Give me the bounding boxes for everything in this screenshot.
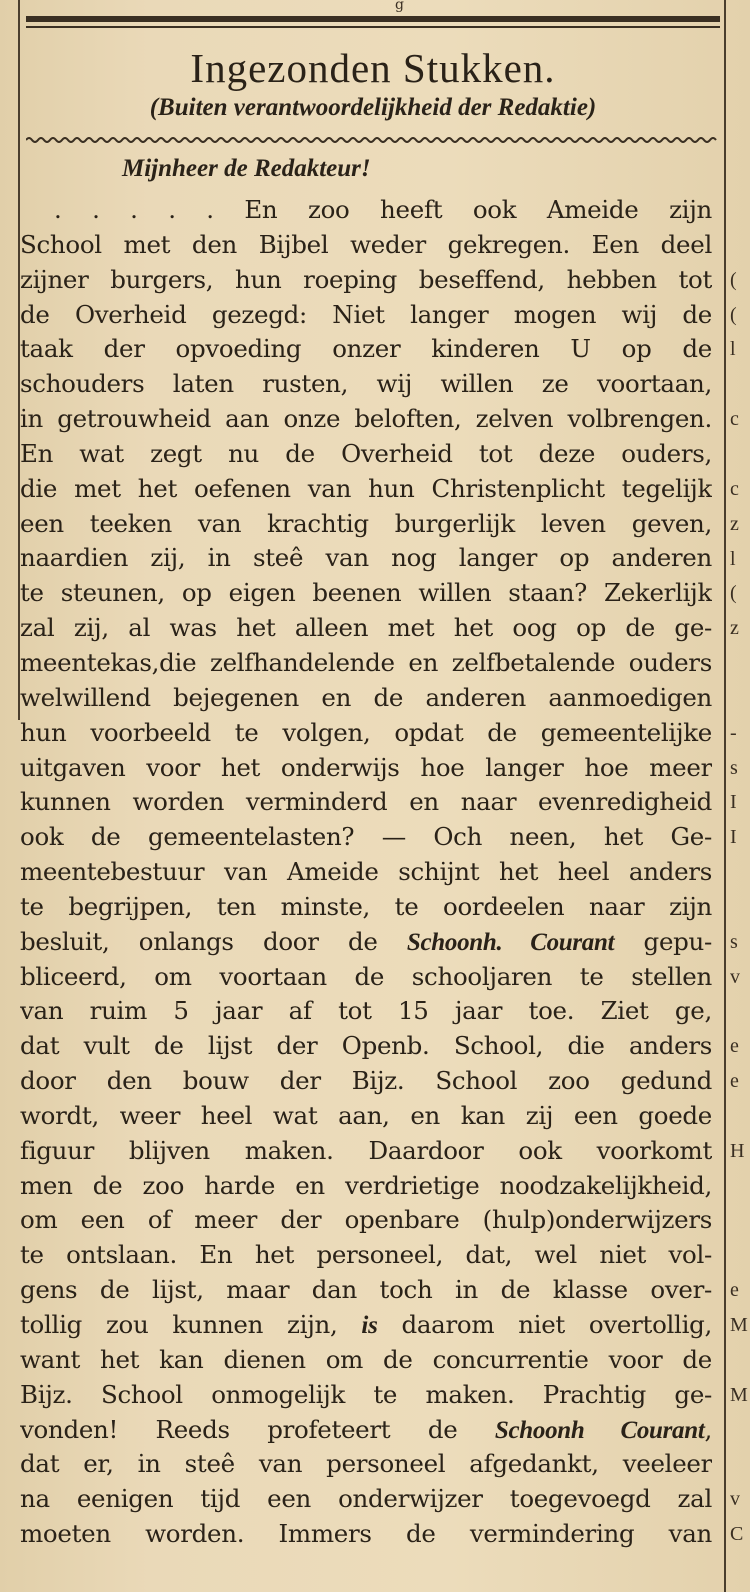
margin-fragment: z <box>730 512 739 535</box>
article-line: besluit, onlangs door de Schoonh. Courant gepu- <box>20 926 712 956</box>
article-line: want het kan dienen om de concurrentie voor de <box>20 1344 712 1374</box>
article-line: School met den Bijbel weder gekregen. Een deel <box>20 229 712 259</box>
margin-fragment: I <box>730 791 737 814</box>
article-line: door den bouw der Bijz. School zoo gedund <box>20 1066 712 1096</box>
salutation: Mijnheer de Redakteur! <box>122 155 371 182</box>
article-line: vonden! Reeds profeteert de Schoonh Courant, <box>20 1414 712 1444</box>
article-line: welwillend bejegenen en de anderen aanmoedigen <box>20 682 712 712</box>
article-line: gens de lijst, maar dan toch in de klasse over- <box>20 1275 712 1305</box>
article-line: hun voorbeeld te volgen, opdat de gemeentelijke <box>20 717 712 747</box>
article-line: te ontslaan. En het personeel, dat, wel niet vol- <box>20 1240 712 1270</box>
margin-fragment: v <box>730 965 740 988</box>
article-line: meentebestuur van Ameide schijnt het heel anders <box>20 857 712 887</box>
margin-fragment: M <box>730 1314 748 1337</box>
article-line: de Overheid gezegd: Niet langer mogen wij de <box>20 299 712 329</box>
margin-fragment: c <box>730 477 739 500</box>
top-thick-rule <box>26 16 720 22</box>
article-line: schouders laten rusten, wij willen ze voortaan, <box>20 369 712 399</box>
article-line: in getrouwheid aan onze beloften, zelven volbrengen. <box>20 404 712 434</box>
margin-fragment: ( <box>730 582 737 605</box>
margin-fragment: M <box>730 1383 748 1406</box>
article-line: figuur blijven maken. Daardoor ook voorkomt <box>20 1135 712 1165</box>
margin-fragment: C <box>730 1523 744 1546</box>
section-title: Ingezonden Stukken. <box>190 45 556 91</box>
top-thin-rule <box>26 26 720 28</box>
margin-fragment: z <box>730 617 739 640</box>
article-line: ook de gemeentelasten? — Och neen, het Ge- <box>20 822 712 852</box>
article-line: Bijz. School onmogelijk te maken. Prachtig ge- <box>20 1379 712 1409</box>
article-line: kunnen worden verminderd en naar evenredigheid <box>20 787 712 817</box>
article-line: naardien zij, in steê van nog langer op anderen <box>20 543 712 573</box>
article-line: te begrijpen, ten minste, te oordeelen naar zijn <box>20 891 712 921</box>
article-line: dat vult de lijst der Openb. School, die anders <box>20 1031 712 1061</box>
article-line: men de zoo harde en verdrietige noodzakelijkheid, <box>20 1170 712 1200</box>
margin-fragment: v <box>730 1488 740 1511</box>
margin-fragment: s <box>730 930 738 953</box>
article-line: van ruim 5 jaar af tot 15 jaar toe. Ziet ge, <box>20 996 712 1026</box>
article-line: meentekas,die zelfhandelende en zelfbetalende ouders <box>20 647 712 677</box>
margin-fragment: ( <box>730 268 737 291</box>
margin-fragment: H <box>730 1139 745 1162</box>
margin-fragment: e <box>730 1070 739 1093</box>
article-line: wordt, weer heel wat aan, en kan zij een goede <box>20 1100 712 1130</box>
article-line: te steunen, op eigen beenen willen staan? Zekerlijk <box>20 578 712 608</box>
margin-fragment: e <box>730 1035 739 1058</box>
article-line: om een of meer der openbare (hulp)onderwijzers <box>20 1205 712 1235</box>
margin-fragment: e <box>730 1279 739 1302</box>
margin-fragment: l <box>730 547 736 570</box>
article-line: taak der opvoeding onzer kinderen U op de <box>20 334 712 364</box>
wavy-divider <box>26 135 720 145</box>
margin-fragment: c <box>730 408 739 431</box>
article-line: zijner burgers, hun roeping beseffend, hebben tot <box>20 264 712 294</box>
header-fragment: g <box>395 0 404 13</box>
article-line: dat er, in steê van personeel afgedankt, veeleer <box>20 1449 712 1479</box>
margin-fragment: ( <box>730 303 737 326</box>
article-line: . . . . . En zoo heeft ook Ameide zijn <box>54 195 712 224</box>
article-line: uitgaven voor het onderwijs hoe langer hoe meer <box>20 752 712 782</box>
article-line: moeten worden. Immers de vermindering van <box>20 1519 712 1549</box>
margin-fragment: s <box>730 756 738 779</box>
article-line: na eenigen tijd een onderwijzer toegevoegd zal <box>20 1484 712 1514</box>
article-line: een teeken van krachtig burgerlijk leven geven, <box>20 508 712 538</box>
article-line: En wat zegt nu de Overheid tot deze ouders, <box>20 438 712 468</box>
section-subtitle: (Buiten verantwoordelijkheid der Redaktie) <box>149 94 597 121</box>
right-column-border <box>724 0 726 1592</box>
article-line: bliceerd, om voortaan de schooljaren te stellen <box>20 961 712 991</box>
margin-fragment: - <box>730 721 737 744</box>
article-line: tollig zou kunnen zijn, is daarom niet overtollig, <box>20 1310 712 1339</box>
article-line: zal zij, al was het alleen met het oog op de ge- <box>20 613 712 643</box>
margin-fragment: l <box>730 338 736 361</box>
margin-fragment: I <box>730 826 737 849</box>
article-line: die met het oefenen van hun Christenplicht tegelijk <box>20 473 712 503</box>
article-body <box>20 193 712 1552</box>
